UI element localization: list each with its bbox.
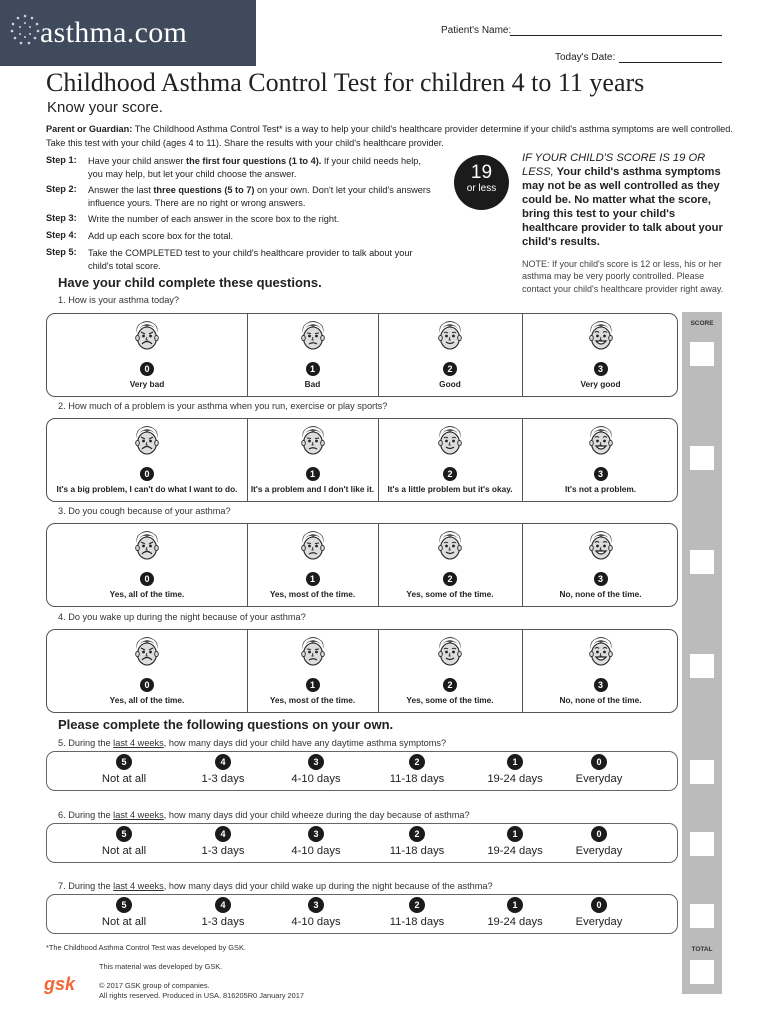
answer-number: 5 [116, 897, 132, 913]
answer-number: 0 [140, 572, 154, 586]
question-1-text: 1. How is your asthma today? [58, 295, 180, 305]
cell-divider [247, 524, 248, 606]
answer-number: 2 [443, 362, 457, 376]
intro-lead: Parent or Guardian: [46, 124, 133, 134]
face-sad-icon [299, 424, 327, 463]
warning-body: Your child's asthma symptoms may not be as well controlled as they could be. No matter what the score, bring this test to your child's healthcare provider to talk about your child's results. [522, 166, 723, 248]
question-3-answers [46, 523, 678, 607]
todays-date-field[interactable] [619, 62, 722, 63]
answer-label: It's not a problem. [564, 484, 637, 494]
answer-number: 4 [215, 897, 231, 913]
answer-label: 4-10 days [291, 916, 341, 928]
gsk-logo: gsk [44, 974, 76, 994]
answer-label: Bad [304, 379, 321, 389]
footer-copyright: © 2017 GSK group of companies. [99, 981, 210, 990]
score-box-4[interactable] [690, 654, 714, 678]
answer-option-3[interactable] [276, 824, 356, 862]
answer-option-0[interactable] [47, 524, 247, 606]
cell-divider [378, 419, 379, 501]
answer-option-3[interactable] [276, 895, 356, 933]
intro-text-1: The Childhood Asthma Control Test* is a way to help your child's healthcare provider determine if your child's asthma symptoms are well controlled. [132, 124, 733, 134]
parent-section-title: Please complete the following questions on your own. [58, 717, 394, 732]
face-sad-icon [299, 319, 327, 358]
answer-option-4[interactable] [183, 895, 263, 933]
answer-option-0[interactable] [47, 630, 247, 712]
answer-option-0[interactable] [559, 752, 639, 790]
cell-divider [522, 630, 523, 712]
answer-option-5[interactable] [84, 895, 164, 933]
answer-option-2[interactable] [377, 824, 457, 862]
answer-number: 2 [443, 678, 457, 692]
answer-label: Not at all [101, 916, 147, 928]
answer-label: 19-24 days [487, 845, 543, 857]
score-box-2[interactable] [690, 446, 714, 470]
face-very-sad-icon [133, 635, 161, 674]
score-label: SCORE [690, 320, 714, 327]
question-6-text: 6. During the last 4 weeks, how many days did your child wheeze during the day because of asthma? [58, 810, 470, 820]
answer-number: 3 [308, 826, 324, 842]
answer-option-1[interactable] [475, 752, 555, 790]
answer-number: 4 [215, 826, 231, 842]
face-happy-icon [436, 424, 464, 463]
question-2-answers [46, 418, 678, 502]
question-5-answers [46, 751, 678, 791]
question-4-answers [46, 629, 678, 713]
score-column [682, 312, 722, 994]
answer-option-0[interactable] [559, 895, 639, 933]
cell-divider [378, 630, 379, 712]
todays-date-label: Today's Date: [555, 52, 616, 63]
score-box-3[interactable] [690, 550, 714, 574]
cell-divider [247, 419, 248, 501]
logo-text: asthma.com [40, 16, 188, 49]
answer-label: Everyday [575, 845, 623, 857]
step-1-text: Have your child answer the first four questions (1 to 4). If your child needs help, you may help, but let your child choose the answer. [88, 156, 421, 179]
answer-number: 3 [594, 467, 608, 481]
answer-number: 0 [140, 678, 154, 692]
answer-label: 1-3 days [201, 916, 245, 928]
step-4-text: Add up each score box for the total. [88, 231, 234, 241]
answer-label: No, none of the time. [559, 695, 642, 705]
answer-option-3[interactable] [522, 630, 679, 712]
answer-option-3[interactable] [522, 524, 679, 606]
answer-option-3[interactable] [522, 314, 679, 396]
face-sad-icon [299, 635, 327, 674]
answer-label: Very bad [129, 379, 165, 389]
footer-developed: *The Childhood Asthma Control Test was developed by GSK. [46, 943, 246, 952]
question-4-text: 4. Do you wake up during the night because of your asthma? [58, 612, 306, 622]
answer-label: Not at all [101, 773, 147, 785]
question-7-answers [46, 894, 678, 934]
answer-number: 3 [594, 572, 608, 586]
face-very-sad-icon [133, 529, 161, 568]
answer-number: 4 [215, 754, 231, 770]
answer-label: Yes, most of the time. [269, 695, 356, 705]
face-very-sad-icon [133, 424, 161, 463]
cell-divider [522, 314, 523, 396]
badge-value: 19 [470, 162, 493, 183]
answer-number: 0 [140, 362, 154, 376]
patient-name-field[interactable] [510, 35, 722, 36]
answer-label: Everyday [575, 916, 623, 928]
dots-logo-icon [8, 10, 42, 50]
answer-option-3[interactable] [522, 419, 679, 501]
answer-option-1[interactable] [247, 314, 378, 396]
footer-rights: All rights reserved. Produced in USA. 816205R0 January 2017 [99, 991, 305, 1000]
score-warning [522, 151, 732, 249]
answer-number: 1 [306, 572, 320, 586]
question-2-text: 2. How much of a problem is your asthma when you run, exercise or play sports? [58, 401, 388, 411]
warning-lead: IF YOUR CHILD'S SCORE IS 19 OR LESS, [522, 152, 706, 178]
answer-option-3[interactable] [276, 752, 356, 790]
answer-number: 1 [507, 826, 523, 842]
answer-option-4[interactable] [183, 752, 263, 790]
answer-number: 0 [591, 826, 607, 842]
score-note: NOTE: If your child's score is 12 or less, his or her asthma may be very poorly controlled. Please contact your child's healthcare provider right away. [522, 259, 724, 294]
answer-number: 3 [594, 362, 608, 376]
footer-material: This material was developed by GSK. [99, 962, 223, 971]
face-very-sad-icon [133, 319, 161, 358]
answer-option-0[interactable] [559, 824, 639, 862]
answer-option-0[interactable] [47, 419, 247, 501]
score-box-5[interactable] [690, 760, 714, 784]
answer-label: It's a little problem but it's okay. [387, 484, 513, 494]
answer-label: Yes, all of the time. [109, 589, 185, 599]
answer-label: 4-10 days [291, 773, 341, 785]
answer-label: 11-18 days [389, 845, 445, 857]
step-3-label: Step 3: [46, 213, 77, 223]
step-1-label: Step 1: [46, 155, 77, 165]
answer-number: 5 [116, 754, 132, 770]
answer-number: 3 [308, 897, 324, 913]
answer-label: 19-24 days [487, 916, 543, 928]
asthma-com-logo [0, 0, 256, 66]
child-section-title: Have your child complete these questions. [58, 275, 322, 290]
total-label: TOTAL [691, 946, 713, 953]
answer-label: 11-18 days [389, 916, 445, 928]
face-very-happy-icon [587, 424, 615, 463]
answer-label: 1-3 days [201, 773, 245, 785]
cell-divider [247, 314, 248, 396]
answer-label: Everyday [575, 773, 623, 785]
answer-label: No, none of the time. [559, 589, 642, 599]
step-5-label: Step 5: [46, 247, 77, 257]
answer-number: 1 [306, 467, 320, 481]
question-5-text: 5. During the last 4 weeks, how many days did your child have any daytime asthma symptoms? [58, 738, 447, 748]
answer-label: Yes, some of the time. [406, 589, 494, 599]
answer-number: 0 [591, 754, 607, 770]
answer-option-2[interactable] [377, 895, 457, 933]
answer-number: 2 [409, 826, 425, 842]
answer-option-1[interactable] [247, 630, 378, 712]
cell-divider [247, 630, 248, 712]
cell-divider [522, 524, 523, 606]
answer-label: Very good [580, 379, 621, 389]
face-happy-icon [436, 319, 464, 358]
answer-label: 19-24 days [487, 773, 543, 785]
answer-option-1[interactable] [475, 824, 555, 862]
page-subtitle: Know your score. [47, 99, 163, 116]
answer-label: Yes, most of the time. [269, 589, 356, 599]
answer-number: 1 [306, 362, 320, 376]
face-sad-icon [299, 529, 327, 568]
score-box-1[interactable] [690, 342, 714, 366]
answer-option-1[interactable] [247, 419, 378, 501]
answer-option-1[interactable] [475, 895, 555, 933]
intro-line-2: Take this test with your child (ages 4 to 11). Share the results with your child's healthcare provider. [46, 138, 444, 148]
answer-label: 4-10 days [291, 845, 341, 857]
cell-divider [522, 419, 523, 501]
step-4-label: Step 4: [46, 230, 77, 240]
question-7-text: 7. During the last 4 weeks, how many days did your child wake up during the night because of the asthma? [58, 881, 493, 891]
answer-number: 2 [443, 467, 457, 481]
answer-number: 1 [507, 897, 523, 913]
answer-label: 11-18 days [389, 773, 445, 785]
answer-option-2[interactable] [378, 524, 522, 606]
face-happy-icon [436, 529, 464, 568]
face-very-happy-icon [587, 529, 615, 568]
score-threshold-badge [454, 155, 509, 210]
answer-option-0[interactable] [47, 314, 247, 396]
answer-option-4[interactable] [183, 824, 263, 862]
page-title: Childhood Asthma Control Test for children 4 to 11 years [46, 68, 645, 97]
answer-label: It's a problem and I don't like it. [250, 484, 375, 494]
answer-option-2[interactable] [378, 419, 522, 501]
total-score-box[interactable] [690, 960, 714, 984]
step-2-label: Step 2: [46, 184, 77, 194]
cell-divider [378, 524, 379, 606]
answer-number: 5 [116, 826, 132, 842]
step-3-text: Write the number of each answer in the score box to the right. [88, 214, 340, 224]
intro-line-1 [46, 123, 733, 136]
step-2-text: Answer the last three questions (5 to 7) on your own. Don't let your child's answers influence yours. There are no right or wrong answers. [88, 185, 431, 208]
answer-number: 1 [507, 754, 523, 770]
face-happy-icon [436, 635, 464, 674]
answer-option-5[interactable] [84, 752, 164, 790]
face-very-happy-icon [587, 319, 615, 358]
answer-option-5[interactable] [84, 824, 164, 862]
face-very-happy-icon [587, 635, 615, 674]
answer-label: It's a big problem, I can't do what I want to do. [56, 484, 238, 494]
question-1-answers [46, 313, 678, 397]
answer-option-2[interactable] [378, 314, 522, 396]
question-6-answers [46, 823, 678, 863]
answer-option-2[interactable] [378, 630, 522, 712]
step-5-text: Take the COMPLETED test to your child's healthcare provider to talk about your child's total score. [88, 248, 413, 271]
answer-label: Not at all [101, 845, 147, 857]
answer-number: 3 [308, 754, 324, 770]
answer-number: 2 [409, 897, 425, 913]
answer-option-1[interactable] [247, 524, 378, 606]
score-box-7[interactable] [690, 904, 714, 928]
badge-text: or less [466, 183, 497, 194]
answer-label: Yes, all of the time. [109, 695, 185, 705]
question-3-text: 3. Do you cough because of your asthma? [58, 506, 231, 516]
answer-number: 0 [140, 467, 154, 481]
answer-label: Yes, some of the time. [406, 695, 494, 705]
answer-number: 3 [594, 678, 608, 692]
answer-number: 2 [443, 572, 457, 586]
answer-label: 1-3 days [201, 845, 245, 857]
answer-number: 1 [306, 678, 320, 692]
answer-label: Good [439, 379, 461, 389]
answer-number: 2 [409, 754, 425, 770]
patient-name-label: Patient's Name: [441, 25, 512, 36]
cell-divider [378, 314, 379, 396]
score-box-6[interactable] [690, 832, 714, 856]
answer-number: 0 [591, 897, 607, 913]
answer-option-2[interactable] [377, 752, 457, 790]
